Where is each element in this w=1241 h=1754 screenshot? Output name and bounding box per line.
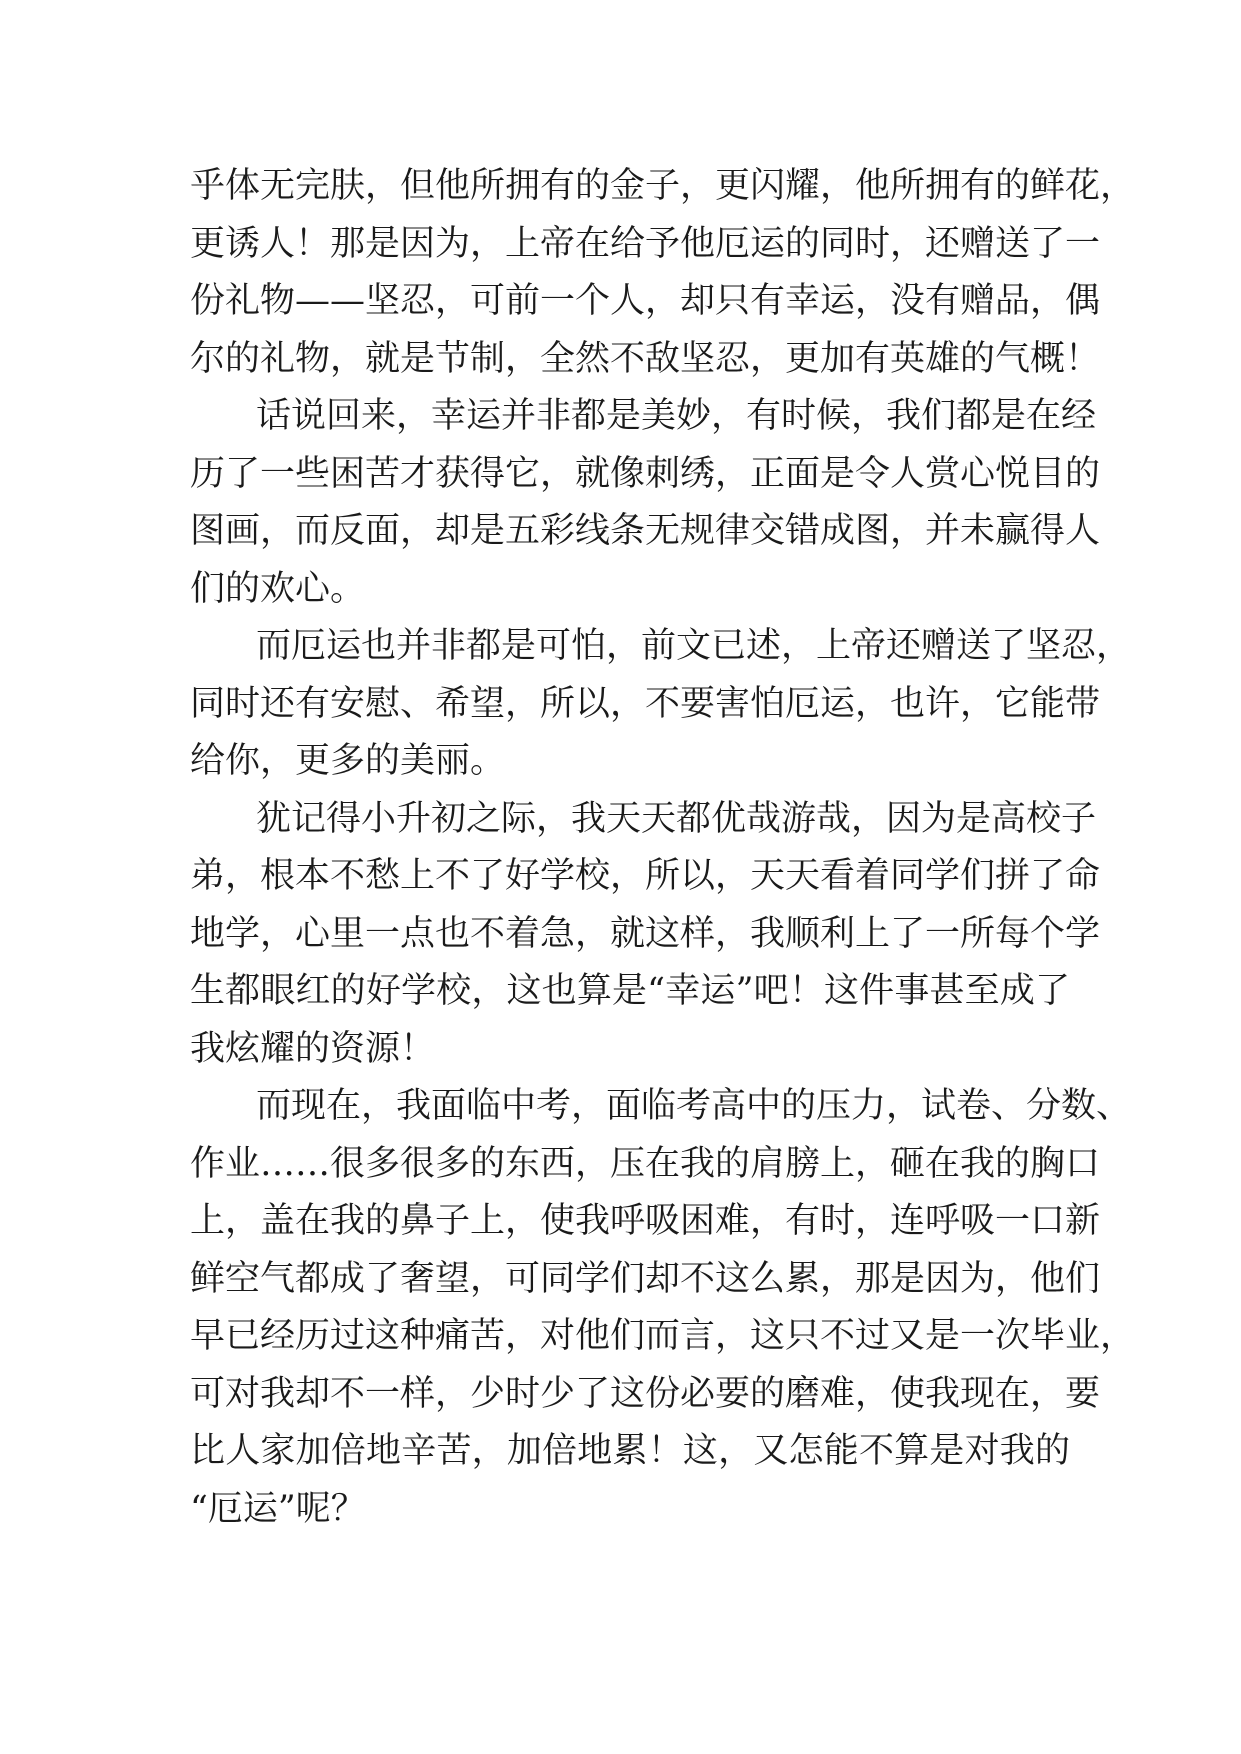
text-line: 而厄运也并非都是可怕，前文已述，上帝还赠送了坚忍， [256, 626, 1132, 666]
text-line: 犹记得小升初之际，我天天都优哉游哉，因为是高校子 [256, 798, 1097, 839]
text-line: 图画，而反面，却是五彩线条无规律交错成图，并未赢得人 [190, 511, 1101, 551]
text-line: 生都眼红的好学校，这也算是“幸运”吧！这件事甚至成了 [190, 971, 1070, 1011]
text-line: 更诱人！那是因为，上帝在给予他厄运的同时，还赠送了一 [190, 223, 1101, 264]
text-line: 历了一些困苦才获得它，就像刺绣，正面是令人赏心悦目的 [190, 453, 1101, 494]
text-line: 可对我却不一样，少时少了这份必要的磨难，使我现在，要 [190, 1373, 1101, 1414]
text-line: 话说回来，幸运并非都是美妙，有时候，我们都是在经 [256, 396, 1097, 436]
text-line: 们的欢心。 [190, 568, 366, 609]
text-line: 早已经历过这种痛苦，对他们而言，这只不过又是一次毕业， [190, 1316, 1136, 1356]
text-line: 作业……很多很多的东西，压在我的肩膀上，砸在我的胸口 [190, 1143, 1101, 1184]
text-line: 比人家加倍地辛苦，加倍地累！这，又怎能不算是对我的 [190, 1431, 1070, 1471]
text-line: 鲜空气都成了奢望，可同学们却不这么累，那是因为，他们 [190, 1258, 1101, 1299]
text-line: 上，盖在我的鼻子上，使我呼吸困难，有时，连呼吸一口新 [190, 1201, 1101, 1241]
text-line: 份礼物——坚忍，可前一个人，却只有幸运，没有赠品，偶 [190, 281, 1101, 321]
document-body [190, 158, 1136, 1538]
text-line: 而现在，我面临中考，面临考高中的压力，试卷、分数、 [256, 1086, 1132, 1126]
text-line: 我炫耀的资源！ [190, 1028, 436, 1069]
text-line: 尔的礼物，就是节制，全然不敌坚忍，更加有英雄的气概！ [190, 338, 1101, 379]
text-line: 同时还有安慰、希望，所以，不要害怕厄运，也许，它能带 [190, 683, 1101, 724]
text-line: 弟，根本不愁上不了好学校，所以，天天看着同学们拼了命 [190, 856, 1101, 896]
text-line: 乎体无完肤，但他所拥有的金子，更闪耀，他所拥有的鲜花， [190, 166, 1136, 206]
text-line: “厄运”呢？ [190, 1488, 366, 1529]
text-line: 给你，更多的美丽。 [190, 741, 506, 781]
text-line: 地学，心里一点也不着急，就这样，我顺利上了一所每个学 [190, 913, 1101, 954]
